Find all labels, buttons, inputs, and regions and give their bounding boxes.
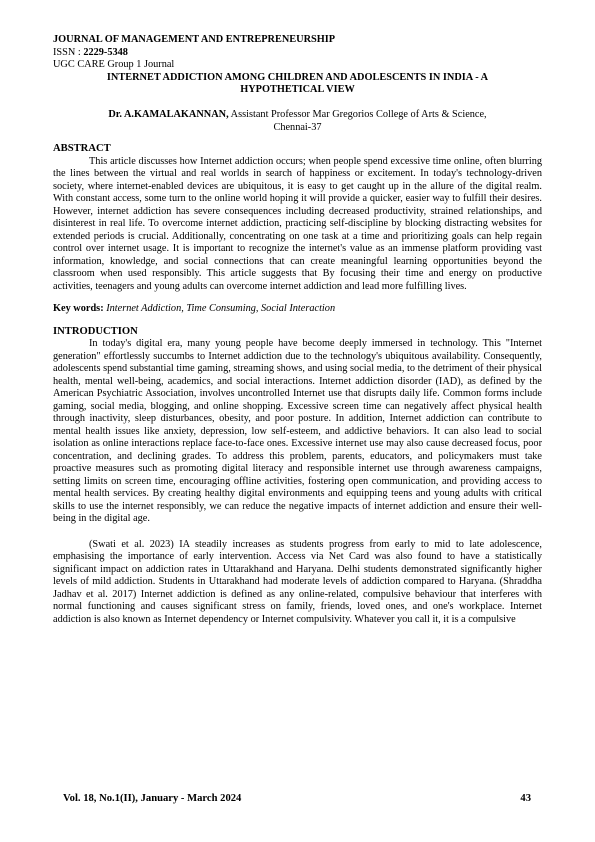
introduction-paragraph-1: In today's digital era, many young people have become deeply immersed in technology. This "Internet generation" effortlessly succumbs to Internet addiction due to the technology's ubiquitous availability. Consequently, adolescents spend substantial time gaming, streaming shows, and using social media, to the detriment of their physical health, mental well-being, academics, and social interactions. Internet addiction disorder (IAD), as defined by the American Psychiatric Association, involves uncontrolled Internet use that disrupts daily life. Common forms include gaming, social media, blogging, and online shopping. Excessive screen time can negatively affect physical health through inactivity, sleep disturbances, obesity, and poor posture. In addition, Internet addiction can contribute to mental health issues like anxiety, depression, low self-esteem, and addictive behaviors. It can also lead to social isolation as online interactions replace face-to-face ones. Excessive internet use may also cause decreased focus, poor concentration, and declining grades. To address this problem, parents, educators, and policymakers must take proactive measures such as promoting digital literacy and responsible internet use through awareness campaigns, setting limits on screen time, encouraging offline activities, fostering open communication, and providing access to mental health services. By creating healthy digital environments and equipping teens and young adults with critical skills to use the internet responsibly, we can reduce the negative impacts of internet addiction and ensure their well-being in the digital age. (53, 338, 542, 525)
author-block (53, 109, 542, 134)
introduction-heading: INTRODUCTION (53, 325, 138, 337)
introduction-paragraph-2: (Swati et al. 2023) IA steadily increases as students progress from early to mid to late adolescence, emphasising the importance of early intervention. Access via Net Card was also found to have a statistically significant impact on addiction rates in Uttarakhand and Haryana. Delhi students demonstrated significantly higher levels of mild addiction. Students in Uttarakhand had moderate levels of addiction compared to Haryana. (Shraddha Jadhav et al. 2017) Internet addiction is defined as any online-related, compulsive behaviour that interferes with normal functioning and causes significant stress on family, friends, loved ones, and one's workplace. Internet addiction is also known as Internet dependency or Internet compulsivity. Whatever you call it, it is a compulsive (53, 538, 542, 625)
issn-line (53, 47, 542, 60)
keywords-line (53, 303, 542, 316)
paragraph-spacer (53, 526, 542, 539)
author-name: Dr. A.KAMALAKANNAN, (108, 109, 229, 121)
journal-group: UGC CARE Group 1 Journal (53, 59, 175, 70)
keywords-label: Key words: (53, 303, 104, 315)
article-title: INTERNET ADDICTION AMONG CHILDREN AND ADOLESCENTS IN INDIA - A HYPOTHETICAL VIEW (106, 71, 489, 95)
footer-page-number: 43 (520, 793, 531, 804)
abstract-heading: ABSTRACT (53, 143, 111, 155)
abstract-text: This article discusses how Internet addiction occurs; when people spend excessive time online, often blurring the lines between the virtual and real worlds in search of happiness or excitement. In today's technology-driven society, where internet-enabled devices are ubiquitous, it is easy to get caught up in the allure of the digital realm. With constant access, some turn to the online world hoping it will provide a quicker, easier way to fulfill their desires. However, internet addiction has severe consequences including decreased productivity, strained relationships, and disinterest in real life. To overcome internet addiction, practicing self-discipline by blocking distracting websites for extended periods is crucial. Additionally, concentrating on one task at a time and prioritizing goals can help regain control over internet usage. It is important to recognize the internet's value as an immense platform providing vast information, knowledge, and social connections that can create meaningful learning opportunities beyond the classroom when used responsibly. This article suggests that By focusing their time and energy on productive activities, teenagers and young adults can overcome internet addiction and lead more fulfilling lives. (53, 155, 542, 292)
page-footer (63, 793, 531, 804)
journal-name: JOURNAL OF MANAGEMENT AND ENTREPRENEURSHIP (53, 34, 336, 45)
keywords-terms: Internet Addiction, Time Consuming, Social Interaction (103, 303, 336, 315)
issn-value: 2229-5348 (83, 46, 128, 58)
issn-label: ISSN : (53, 46, 84, 58)
author-affiliation: Assistant Professor Mar Gregorios College of Arts & Science, (228, 109, 487, 121)
page-content (53, 34, 542, 626)
footer-volume: Vol. 18, No.1(II), January - March 2024 (63, 793, 242, 804)
journal-header (53, 34, 542, 72)
author-location: Chennai-37 (273, 121, 322, 133)
